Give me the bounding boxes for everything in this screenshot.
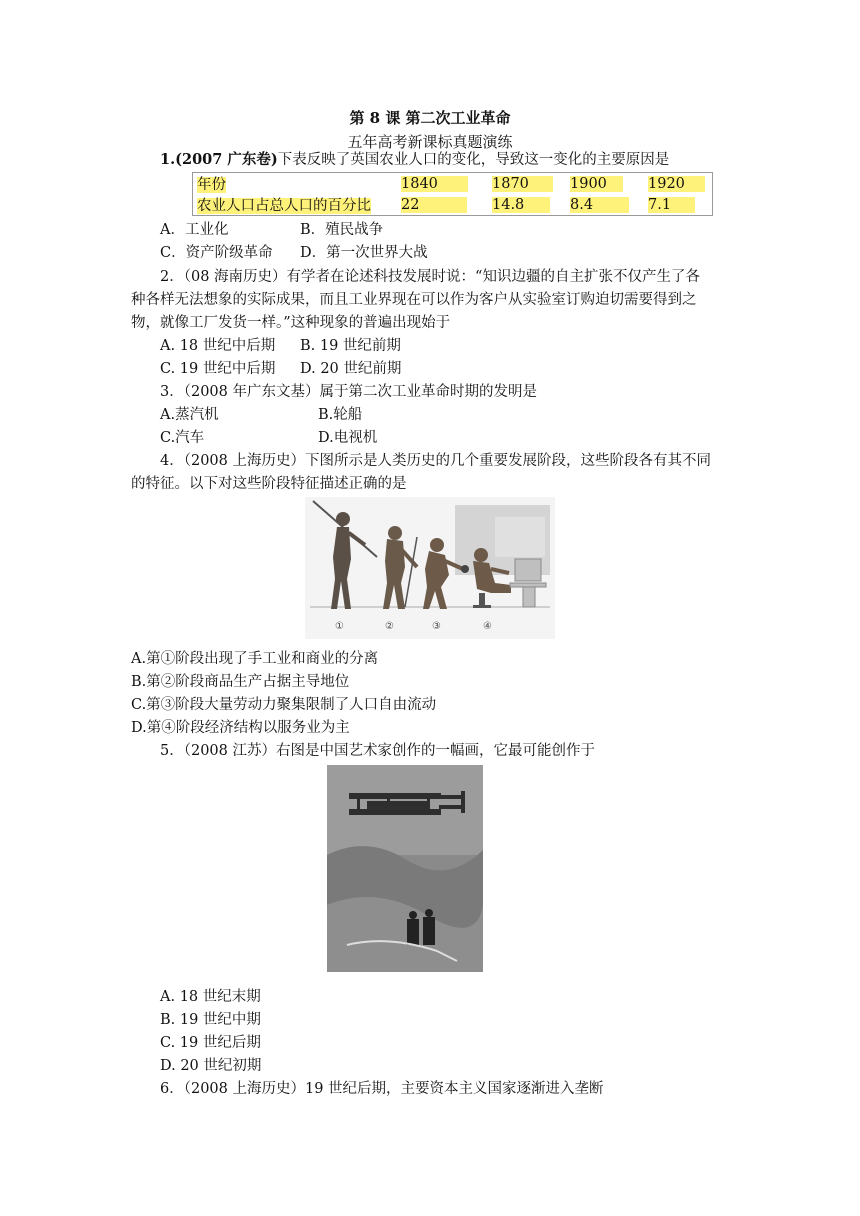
table-cell: 8.4 bbox=[570, 197, 629, 213]
figure-label: ① bbox=[335, 621, 344, 632]
option-b[interactable]: B.轮船 bbox=[318, 407, 363, 423]
option-a[interactable]: A. 18 世纪末期 bbox=[160, 989, 261, 1005]
question-number: 1. bbox=[160, 151, 176, 168]
option-a[interactable]: A．工业化 bbox=[160, 222, 229, 238]
question-2-line-2: 种各样无法想象的实际成果，而且工业界现在可以作为客户从实验室订购迫切需要得到之 bbox=[131, 292, 697, 308]
option-c[interactable]: C.第③阶段大量劳动力聚集限制了人口自由流动 bbox=[131, 697, 437, 713]
figure-label: ② bbox=[385, 621, 394, 632]
question-6-stem: 6．（2008 上海历史）19 世纪后期，主要资本主义国家逐渐进入垄断 bbox=[160, 1081, 604, 1097]
option-d[interactable]: D. 20 世纪前期 bbox=[300, 361, 402, 377]
page-title: 第 8 课 第二次工业革命 bbox=[349, 109, 511, 127]
table-cell: 1840 bbox=[401, 176, 468, 192]
table-cell: 1920 bbox=[648, 176, 705, 192]
option-b[interactable]: B. 19 世纪中期 bbox=[160, 1012, 261, 1028]
option-c[interactable]: C.汽车 bbox=[160, 430, 205, 446]
question-2-line-3: 物，就像工厂发货一样。”这种现象的普遍出现始于 bbox=[131, 315, 451, 331]
option-a[interactable]: A.蒸汽机 bbox=[160, 407, 219, 423]
question-3-options-row2 bbox=[160, 428, 377, 448]
figure-label: ③ bbox=[432, 621, 441, 632]
figure-label: ④ bbox=[483, 621, 492, 632]
question-3-stem: 3．（2008 年广东文基）属于第二次工业革命时期的发明是 bbox=[160, 384, 537, 400]
option-d[interactable]: D.第④阶段经济结构以服务业为主 bbox=[131, 720, 350, 736]
option-a[interactable]: A. 18 世纪中后期 bbox=[160, 338, 276, 354]
option-b[interactable]: B．殖民战争 bbox=[300, 222, 384, 238]
table-row bbox=[193, 194, 713, 216]
option-c[interactable]: C．资产阶级革命 bbox=[160, 245, 273, 261]
page-subtitle: 五年高考新课标真题演练 bbox=[347, 133, 513, 151]
question-4-line-2: 的特征。以下对这些阶段特征描述正确的是 bbox=[131, 476, 407, 492]
option-b[interactable]: B.第②阶段商品生产占据主导地位 bbox=[131, 674, 350, 690]
question-2-line-1: 2．（08 海南历史）有学者在论述科技发展时说：“知识边疆的自主扩张不仅产生了各 bbox=[160, 269, 700, 285]
table-cell: 年份 bbox=[197, 177, 226, 193]
option-d[interactable]: D. 20 世纪初期 bbox=[160, 1058, 262, 1074]
table-cell: 14.8 bbox=[492, 197, 550, 213]
option-d[interactable]: D．第一次世界大战 bbox=[300, 245, 428, 261]
table-cell: 22 bbox=[401, 197, 467, 213]
question-5-stem: 5．（2008 江苏）右图是中国艺术家创作的一幅画，它最可能创作于 bbox=[160, 743, 595, 759]
question-1-stem bbox=[160, 150, 669, 170]
question-3-options-row1 bbox=[160, 405, 362, 425]
table-cell: 1900 bbox=[570, 176, 623, 192]
question-1-options-row1 bbox=[160, 220, 383, 240]
option-b[interactable]: B. 19 世纪前期 bbox=[300, 338, 401, 354]
question-1-options-row2 bbox=[160, 243, 428, 263]
question-2-options-row1 bbox=[160, 336, 401, 356]
airplane-painting-image bbox=[327, 765, 483, 972]
question-2-options-row2 bbox=[160, 359, 401, 379]
question-source: (2007 广东卷) bbox=[175, 151, 278, 168]
option-d[interactable]: D.电视机 bbox=[318, 430, 378, 446]
option-a[interactable]: A.第①阶段出现了手工业和商业的分离 bbox=[131, 651, 379, 667]
question-text: 下表反映了英国农业人口的变化，导致这一变化的主要原因是 bbox=[277, 152, 670, 168]
population-table bbox=[192, 172, 713, 216]
human-evolution-image bbox=[305, 497, 555, 639]
table-cell: 7.1 bbox=[648, 197, 695, 213]
table-cell: 1870 bbox=[492, 176, 553, 192]
table-cell: 农业人口占总人口的百分比 bbox=[197, 198, 371, 214]
question-4-line-1: 4．（2008 上海历史）下图所示是人类历史的几个重要发展阶段，这些阶段各有其不同 bbox=[160, 453, 711, 469]
option-c[interactable]: C. 19 世纪后期 bbox=[160, 1035, 261, 1051]
option-c[interactable]: C. 19 世纪中后期 bbox=[160, 361, 276, 377]
table-row bbox=[193, 173, 713, 195]
